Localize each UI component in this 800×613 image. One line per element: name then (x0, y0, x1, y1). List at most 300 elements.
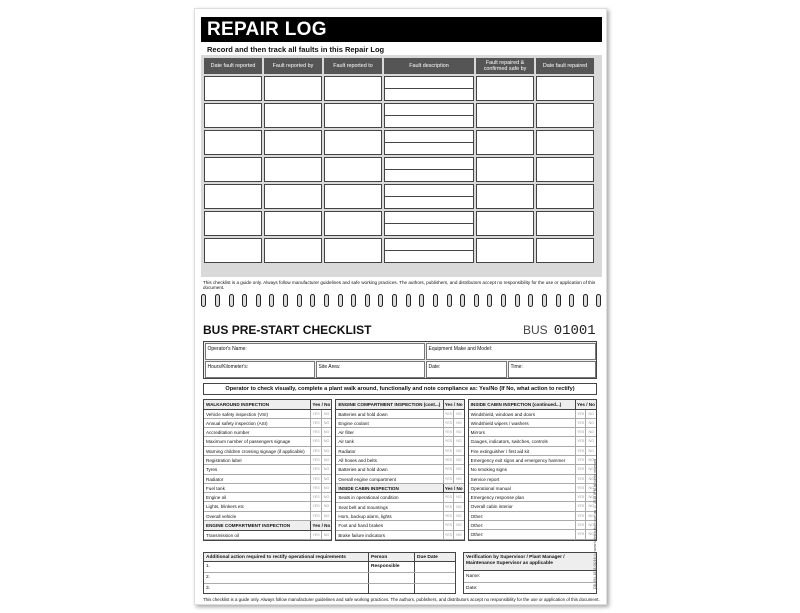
checklist-disclaimer: This checklist is a guide only. Always follow manufacturer guidelines and safe working practices. The authors, publishers, and distributors accept no responsibility for the use or application of this document. (203, 597, 600, 602)
repair-log-cell[interactable] (204, 184, 262, 209)
checklist-item-label: Overall cabin interior (470, 504, 513, 510)
yes-box[interactable]: YES (310, 447, 321, 455)
spiral-ring (447, 294, 452, 307)
checklist-item (204, 437, 331, 446)
repair-log-cell[interactable] (264, 184, 322, 209)
repair-log-cell[interactable] (384, 76, 474, 101)
repair-log-cell[interactable] (384, 184, 474, 209)
checklist-item-label: Fire extinguisher / first aid kit (470, 448, 530, 454)
repair-log-row (204, 184, 599, 209)
checklist-item-label: Vehicle safety inspection (VSI) (206, 411, 269, 417)
repair-log-cell[interactable] (536, 184, 594, 209)
inspection-column-1 (203, 399, 332, 541)
spiral-ring (256, 294, 261, 307)
spiral-ring (201, 294, 206, 307)
spiral-ring (542, 294, 547, 307)
checklist-item (336, 456, 463, 465)
repair-log-cell[interactable] (384, 103, 474, 128)
repair-log-cell[interactable] (536, 130, 594, 155)
yes-box[interactable]: YES (310, 419, 321, 427)
section-title: ENGINE COMPARTMENT INSPECTION (206, 523, 291, 529)
spiral-ring (229, 294, 234, 307)
section-header (204, 400, 331, 410)
spiral-ring (569, 294, 574, 307)
checklist-item (469, 437, 596, 446)
checklist-item-label: Annual safety inspection (ASI) (206, 420, 268, 426)
person-cell[interactable] (369, 584, 415, 595)
checklist-item (469, 410, 596, 419)
yes-box[interactable]: YES (575, 521, 586, 529)
section-header (336, 400, 463, 410)
checklist-item (469, 493, 596, 502)
checklist-item (469, 521, 596, 530)
action-row-label[interactable]: 2. (204, 573, 369, 583)
yes-box[interactable]: YES (575, 502, 586, 510)
no-box[interactable]: NO (321, 456, 332, 464)
yes-box[interactable]: YES (310, 410, 321, 418)
no-box[interactable]: NO (321, 502, 332, 510)
spiral-ring (419, 294, 424, 307)
checklist-item-label: Tyres (206, 467, 218, 473)
col-repaired-by: Fault repaired & confirmed safe by (476, 58, 534, 74)
repair-log-row (204, 76, 599, 101)
yes-box[interactable]: YES (310, 531, 321, 539)
checklist-item (336, 428, 463, 437)
checklist-item-label: Other: (470, 532, 484, 538)
yes-box[interactable]: YES (575, 484, 586, 492)
section-header (204, 521, 331, 531)
checklist-item (469, 428, 596, 437)
checklist-item (336, 531, 463, 540)
checklist-item (469, 502, 596, 511)
repair-log-cell[interactable] (476, 157, 534, 182)
repair-log-cell[interactable] (384, 157, 474, 182)
no-box[interactable]: NO (453, 428, 464, 436)
spiral-ring (365, 294, 370, 307)
checklist-item (336, 512, 463, 521)
repair-log-cell[interactable] (324, 184, 382, 209)
checklist-item-label: Gauges, indicators, switches, controls (470, 439, 548, 445)
repair-log-cell[interactable] (384, 130, 474, 155)
checklist-item (204, 447, 331, 456)
checklist-item (469, 447, 596, 456)
yes-box[interactable]: YES (310, 465, 321, 473)
no-box[interactable]: NO (453, 531, 464, 539)
person-cell[interactable] (369, 562, 415, 572)
checklist-item-label: Emergency exit signs and emergency hammer (470, 457, 566, 463)
no-box[interactable]: NO (321, 428, 332, 436)
checklist-title-bus: BUS (203, 323, 229, 337)
yes-box[interactable]: YES (310, 456, 321, 464)
checklist-item (204, 428, 331, 437)
repair-log-row (204, 157, 599, 182)
checklist-item-label: Air filter (338, 430, 354, 436)
checklist-item-label: Overall engine compartment (338, 476, 397, 482)
repair-log-header-row (204, 58, 599, 74)
no-box[interactable]: NO (321, 531, 332, 539)
action-row-label[interactable]: 3. (204, 584, 369, 595)
spiral-ring (297, 294, 302, 307)
no-box[interactable]: NO (321, 493, 332, 501)
repair-log-cell[interactable] (536, 76, 594, 101)
yes-box[interactable]: YES (575, 465, 586, 473)
checklist-item (204, 456, 331, 465)
repair-log-cell[interactable] (476, 184, 534, 209)
action-row-label[interactable]: 1. (204, 562, 369, 572)
no-box[interactable]: NO (321, 437, 332, 445)
yes-box[interactable]: YES (310, 437, 321, 445)
col-fault-description: Fault description (384, 58, 474, 74)
repair-log-table (201, 55, 602, 277)
repair-log-cell[interactable] (384, 238, 474, 263)
checklist-item-label: Engine coolant (338, 420, 369, 426)
checklist-item-label: Foot and hand brakes (338, 523, 384, 529)
checklist-item-label: Windshield, windows and doors (470, 411, 536, 417)
yes-box[interactable]: YES (310, 493, 321, 501)
no-box[interactable]: NO (585, 475, 596, 483)
yes-box[interactable]: YES (575, 447, 586, 455)
checklist-item-label: Transmission oil (206, 532, 240, 538)
no-box[interactable]: NO (585, 512, 596, 520)
side-copyright-text: DB-454-1818-04/16 © www.safetyculture.com.au © 2016 IPM all rights reserved (593, 458, 597, 589)
yes-no-header: Yes / No (575, 400, 596, 409)
checklist-item-label: Operational manual (470, 485, 511, 491)
repair-log-cell[interactable] (264, 157, 322, 182)
bus-number-label (523, 323, 596, 339)
col-reported-to: Fault reported to (324, 58, 382, 74)
no-box[interactable]: NO (453, 419, 464, 427)
repair-log-cell[interactable] (324, 238, 382, 263)
repair-log-cell[interactable] (476, 238, 534, 263)
no-box[interactable]: NO (453, 447, 464, 455)
no-box[interactable]: NO (585, 456, 596, 464)
yes-box[interactable]: YES (575, 493, 586, 501)
spiral-ring (556, 294, 561, 307)
spiral-ring (460, 294, 465, 307)
no-box[interactable]: NO (585, 410, 596, 418)
no-box[interactable]: NO (453, 503, 464, 511)
action-header: Additional action required to rectify operational requirements (204, 553, 369, 561)
date-field[interactable]: Date: (426, 361, 507, 378)
checklist-item-label: Seats in operational condition (338, 495, 399, 501)
spiral-ring (338, 294, 343, 307)
site-area-field[interactable]: Site Area: (316, 361, 425, 378)
no-box[interactable]: NO (321, 465, 332, 473)
spiral-ring (242, 294, 247, 307)
no-box[interactable]: NO (321, 419, 332, 427)
repair-log-cell[interactable] (324, 157, 382, 182)
bus-label: BUS (523, 323, 548, 337)
no-box[interactable]: NO (585, 437, 596, 445)
checklist-item (204, 475, 331, 484)
spiral-ring (406, 294, 411, 307)
repair-log-cell[interactable] (476, 76, 534, 101)
no-box[interactable]: NO (453, 456, 464, 464)
checklist-item (204, 531, 331, 540)
repair-log-cell[interactable] (204, 211, 262, 236)
checklist-item-label: Air tank (338, 439, 354, 445)
repair-log-cell[interactable] (264, 103, 322, 128)
no-box[interactable]: NO (453, 465, 464, 473)
checklist-item-label: Other: (470, 513, 484, 519)
col-date-repaired: Date fault repaired (536, 58, 594, 74)
yes-box[interactable]: YES (310, 502, 321, 510)
yes-box[interactable]: YES (310, 475, 321, 483)
no-box[interactable]: NO (321, 512, 332, 520)
checklist-item-label: Warning children crossing signage (if applicable) (206, 448, 305, 454)
spiral-ring (351, 294, 356, 307)
yes-box[interactable]: YES (575, 475, 586, 483)
checklist-item (336, 410, 463, 419)
no-box[interactable]: NO (453, 521, 464, 529)
yes-box[interactable]: YES (575, 437, 586, 445)
checklist-item-label: No smoking signs (470, 467, 507, 473)
yes-no-header: Yes / No (443, 400, 464, 409)
additional-action-table (203, 552, 456, 594)
repair-log-cell[interactable] (324, 211, 382, 236)
checklist-item (204, 484, 331, 493)
yes-box[interactable]: YES (443, 447, 454, 455)
equipment-field[interactable]: Equipment Make and Model: (426, 343, 596, 360)
spiral-ring (474, 294, 479, 307)
no-box[interactable]: NO (453, 475, 464, 483)
spiral-ring (378, 294, 383, 307)
checklist-item (204, 419, 331, 428)
no-box[interactable]: NO (321, 475, 332, 483)
spiral-ring (528, 294, 533, 307)
spiral-ring (487, 294, 492, 307)
checklist-item (336, 521, 463, 530)
operator-name-field[interactable]: Operator's Name: (205, 343, 425, 360)
repair-log-cell[interactable] (536, 238, 594, 263)
yes-box[interactable]: YES (575, 512, 586, 520)
checklist-item (204, 493, 331, 502)
no-box[interactable]: NO (453, 410, 464, 418)
yes-box[interactable]: YES (310, 428, 321, 436)
spiral-ring (433, 294, 438, 307)
yes-box[interactable]: YES (575, 530, 586, 538)
spiral-ring (310, 294, 315, 307)
checklist-item (469, 465, 596, 474)
checklist-item-label: Radiator (338, 448, 356, 454)
yes-box[interactable]: YES (575, 428, 586, 436)
repair-log-cell[interactable] (204, 130, 262, 155)
person-cell[interactable] (369, 573, 415, 583)
checklist-item-label: Maximum number of passengers signage (206, 439, 291, 445)
repair-log-cell[interactable] (264, 238, 322, 263)
repair-log-cell[interactable] (264, 130, 322, 155)
checklist-item-label: Mirrors (470, 430, 485, 436)
yes-box[interactable]: YES (310, 484, 321, 492)
repair-log-cell[interactable] (476, 103, 534, 128)
no-box[interactable]: NO (585, 521, 596, 529)
checklist-item (336, 465, 463, 474)
repair-log-cell[interactable] (536, 157, 594, 182)
verification-title: Verification by Supervisor / Plant Manager / Maintenance Supervisor as applicable (464, 553, 596, 571)
repair-log-rows (204, 76, 599, 263)
yes-box[interactable]: YES (575, 410, 586, 418)
repair-log-cell[interactable] (264, 211, 322, 236)
spiral-ring (515, 294, 520, 307)
person-responsible-header: Person Responsible (369, 553, 415, 561)
checklist-item-label: Windshield wipers / washers (470, 420, 529, 426)
yes-no-header: Yes / No (310, 521, 331, 530)
no-box[interactable]: NO (321, 447, 332, 455)
time-field[interactable]: Time: (508, 361, 596, 378)
inspection-columns (203, 399, 597, 541)
repair-log-row (204, 211, 599, 236)
section-header (469, 400, 596, 410)
checklist-item (204, 512, 331, 521)
checklist-item (469, 456, 596, 465)
no-box[interactable]: NO (585, 419, 596, 427)
repair-log-disclaimer: This checklist is a guide only. Always follow manufacturer guidelines and safe working practices. The authors, publishers, and distributors accept no responsibility for the use or application of this document. (203, 280, 596, 290)
due-date-cell[interactable] (415, 573, 455, 583)
no-box[interactable]: NO (585, 484, 596, 492)
section-title: ENGINE COMPARTMENT INSPECTION (cont...) (338, 402, 441, 407)
no-box[interactable]: NO (585, 465, 596, 473)
repair-log-subtitle: Record and then track all faults in this Repair Log (207, 45, 385, 54)
checklist-item-label: Fuel tank (206, 485, 225, 491)
no-box[interactable]: NO (585, 493, 596, 501)
checklist-page (194, 8, 607, 605)
repair-log-cell[interactable] (264, 76, 322, 101)
spiral-ring (583, 294, 588, 307)
checklist-item (469, 512, 596, 521)
section-title: INSIDE CABIN INSPECTION (continued...) (470, 402, 562, 407)
checklist-item (336, 437, 463, 446)
repair-log-row (204, 103, 599, 128)
yes-box[interactable]: YES (443, 512, 454, 520)
operator-info-box (203, 341, 597, 379)
yes-box[interactable]: YES (443, 465, 454, 473)
spiral-ring (269, 294, 274, 307)
yes-box[interactable]: YES (443, 428, 454, 436)
yes-box[interactable]: YES (575, 419, 586, 427)
checklist-item (469, 475, 596, 484)
yes-box[interactable]: YES (443, 503, 454, 511)
checklist-item-label: All hoses and belts (338, 457, 377, 463)
repair-log-cell[interactable] (204, 238, 262, 263)
checklist-item-label: Radiator (206, 476, 224, 482)
checklist-item-label: Accreditation number (206, 430, 250, 436)
no-box[interactable]: NO (453, 512, 464, 520)
repair-log-cell[interactable] (324, 76, 382, 101)
no-box[interactable]: NO (453, 437, 464, 445)
yes-no-header: Yes / No (310, 400, 331, 409)
no-box[interactable]: NO (321, 484, 332, 492)
repair-log-cell[interactable] (476, 130, 534, 155)
checklist-item-label: Batteries and hold down (338, 411, 388, 417)
checklist-item-label: Registration label (206, 457, 242, 463)
yes-box[interactable]: YES (575, 456, 586, 464)
checklist-item-label: Engine oil (206, 495, 227, 501)
inspection-column-2 (335, 399, 464, 541)
hours-field[interactable]: Hours/Kilometer's: (205, 361, 315, 378)
checklist-item-label: Brake failure indicators (338, 532, 386, 538)
yes-box[interactable]: YES (443, 456, 454, 464)
instruction-banner: Operator to check visually, complete a plant walk around, functionally and note compliance as: Yes/No (If No, what action to rectify) (203, 383, 597, 395)
checklist-item (336, 419, 463, 428)
yes-box[interactable]: YES (443, 410, 454, 418)
repair-log-title: REPAIR LOG (201, 17, 602, 42)
repair-log-cell[interactable] (324, 130, 382, 155)
section-title: INSIDE CABIN INSPECTION (338, 485, 399, 491)
checklist-item (469, 530, 596, 539)
checklist-item-label: Other: (470, 523, 484, 529)
checklist-item (336, 475, 463, 484)
due-date-cell[interactable] (415, 584, 455, 595)
verification-name-field[interactable]: Name: (464, 571, 596, 583)
col-date-reported: Date fault reported (204, 58, 262, 74)
yes-box[interactable]: YES (443, 493, 454, 501)
checklist-title (203, 323, 371, 337)
checklist-item (336, 493, 463, 502)
repair-log-cell[interactable] (204, 76, 262, 101)
repair-log-cell[interactable] (204, 103, 262, 128)
section-header (336, 484, 463, 494)
no-box[interactable]: NO (585, 530, 596, 538)
verification-date-field[interactable]: Date: (466, 585, 478, 591)
spiral-ring (392, 294, 397, 307)
checklist-item-label: Service report (470, 476, 500, 482)
checklist-title-rest: PRE-START CHECKLIST (231, 323, 372, 337)
repair-log-cell[interactable] (324, 103, 382, 128)
yes-box[interactable]: YES (443, 531, 454, 539)
checklist-item-label: Seat belt and mountings (338, 504, 388, 510)
repair-log-cell[interactable] (536, 103, 594, 128)
no-box[interactable]: NO (321, 410, 332, 418)
bus-number: 01001 (553, 323, 596, 339)
yes-box[interactable]: YES (310, 512, 321, 520)
checklist-item (469, 419, 596, 428)
spiral-ring (324, 294, 329, 307)
checklist-item (204, 502, 331, 511)
yes-box[interactable]: YES (443, 475, 454, 483)
checklist-item (204, 410, 331, 419)
due-date-header: Due Date (417, 555, 438, 560)
verification-box (463, 552, 597, 594)
repair-log-cell[interactable] (536, 211, 594, 236)
col-reported-by: Fault reported by (264, 58, 322, 74)
checklist-item-label: Horn, backup alarm, lights (338, 513, 392, 519)
inspection-column-3 (468, 399, 597, 541)
yes-box[interactable]: YES (443, 419, 454, 427)
checklist-item (336, 447, 463, 456)
checklist-item-label: Lights, blinkers etc (206, 504, 245, 510)
due-date-cell[interactable] (415, 562, 455, 572)
yes-no-header: Yes / No (443, 484, 464, 493)
yes-box[interactable]: YES (443, 437, 454, 445)
repair-log-cell[interactable] (204, 157, 262, 182)
spiral-ring (215, 294, 220, 307)
section-title: WALKAROUND INSPECTION (206, 402, 270, 407)
no-box[interactable]: NO (585, 428, 596, 436)
no-box[interactable]: NO (585, 447, 596, 455)
repair-log-row (204, 238, 599, 263)
yes-box[interactable]: YES (443, 521, 454, 529)
repair-log-row (204, 130, 599, 155)
no-box[interactable]: NO (585, 502, 596, 510)
repair-log-cell[interactable] (476, 211, 534, 236)
checklist-item (204, 465, 331, 474)
spiral-binding (195, 294, 608, 308)
repair-log-cell[interactable] (384, 211, 474, 236)
checklist-item (336, 503, 463, 512)
spiral-ring (283, 294, 288, 307)
checklist-item-label: Batteries and hold down (338, 467, 388, 473)
no-box[interactable]: NO (453, 493, 464, 501)
